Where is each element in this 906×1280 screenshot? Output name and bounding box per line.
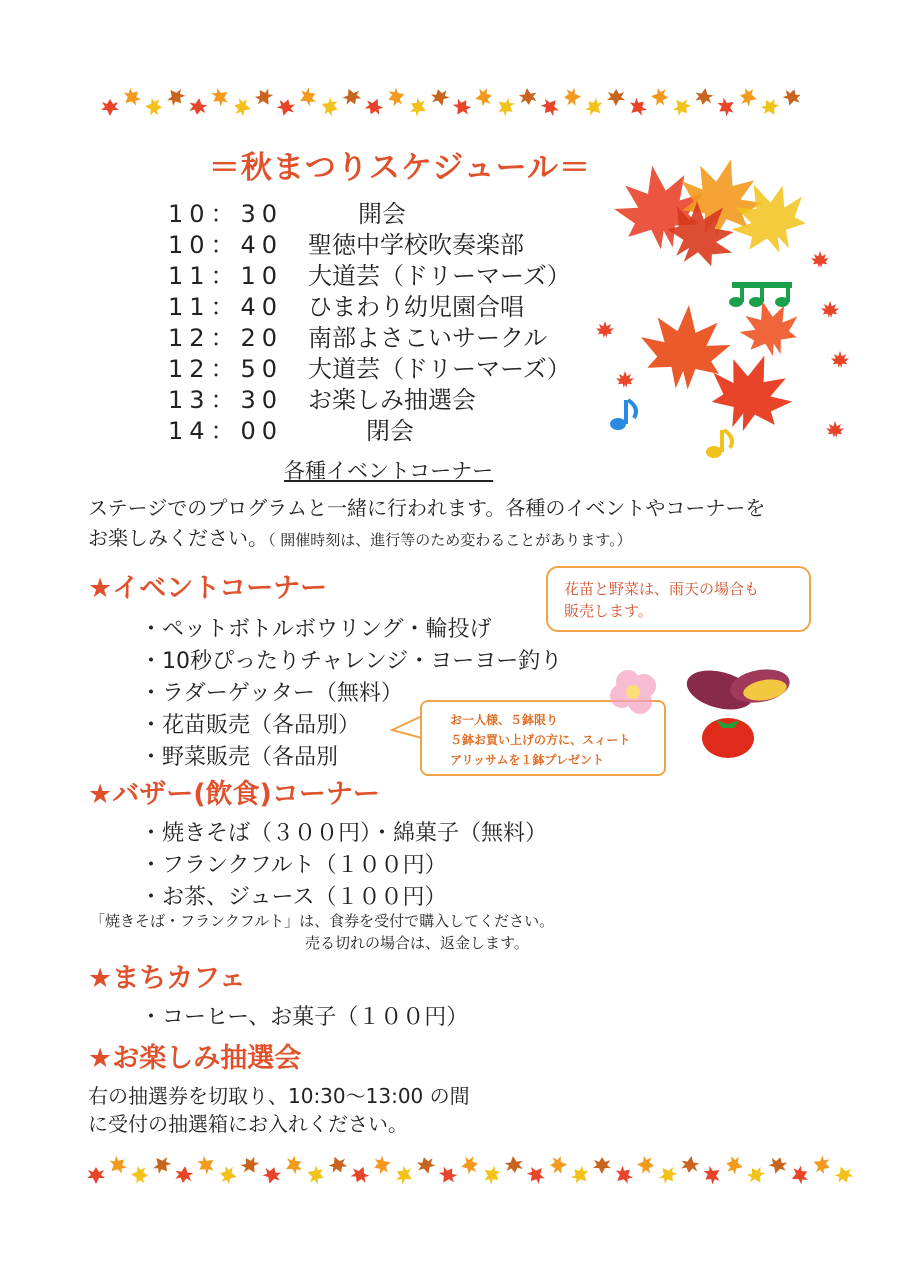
- list-item: ・ラダーゲッター（無料）: [140, 681, 403, 706]
- schedule-time: 12：20: [168, 324, 284, 352]
- leaf-icon: [318, 95, 340, 118]
- events-intro: ステージでのプログラムと一緒に行われます。各種のイベントやコーナーを: [88, 496, 766, 520]
- schedule-event: 開会: [358, 200, 406, 228]
- leaf-icon: [459, 1155, 479, 1176]
- autumn-leaf-garland-bottom: [86, 1150, 856, 1190]
- schedule-event: 聖徳中学校吹奏楽部: [308, 231, 524, 259]
- leaf-icon: [781, 87, 800, 109]
- leaf-icon: [538, 94, 563, 119]
- leaf-icon: [144, 97, 162, 116]
- leaf-icon: [282, 1153, 305, 1177]
- schedule-event: ひまわり幼児園合唱: [308, 293, 524, 321]
- rain-notice-bubble: [546, 566, 811, 632]
- autumn-leaf-garland-top: [100, 82, 800, 122]
- leaf-icon: [436, 1163, 460, 1187]
- leaf-icon: [518, 87, 538, 106]
- maple-leaf-icon: [811, 251, 829, 268]
- leaf-icon: [194, 1152, 218, 1176]
- leaf-icon: [479, 1162, 503, 1187]
- section-heading-event-corner: ★イベントコーナー: [88, 573, 328, 604]
- leaf-icon: [218, 1165, 238, 1186]
- music-note-icon: [706, 430, 732, 458]
- sweet-potato-icon: [682, 664, 792, 716]
- leaf-icon: [252, 86, 276, 110]
- leaf-icon: [407, 95, 430, 119]
- flower-icon: [610, 670, 656, 714]
- list-item: ・10秒ぴったりチャレンジ・ヨーヨー釣り: [140, 649, 563, 674]
- schedule-row: [168, 318, 547, 353]
- section-heading-cafe: ★まちカフェ: [88, 963, 246, 994]
- events-intro-text: お楽しみください。: [88, 526, 268, 550]
- leaf-icon: [415, 1155, 437, 1176]
- schedule-event: お楽しみ抽選会: [308, 386, 476, 414]
- leaf-icon: [275, 97, 297, 118]
- vegetables-illustration: [600, 660, 800, 760]
- schedule-row: [168, 225, 524, 260]
- leaf-icon: [105, 1153, 130, 1178]
- leaf-icon: [393, 1163, 416, 1187]
- bubble-text: ５鉢お買い上げの方に、スィート: [450, 733, 631, 747]
- leaf-icon: [655, 1162, 680, 1186]
- leaf-icon: [232, 97, 252, 118]
- leaf-icon: [372, 1154, 394, 1177]
- leaf-icon: [363, 95, 386, 118]
- schedule-row: [168, 287, 524, 322]
- leaf-icon: [650, 87, 669, 106]
- list-item: ・お茶、ジュース（１００円）: [140, 885, 447, 910]
- leaf-icon: [593, 1157, 611, 1174]
- bubble-text: アリッサムを１鉢プレゼント: [450, 753, 604, 767]
- lottery-instructions: 右の抽選券を切取り、10:30～13:00 の間: [88, 1084, 470, 1108]
- leaf-icon: [714, 95, 738, 119]
- bubble-text: 花苗と野菜は、雨天の場合も: [564, 580, 760, 598]
- leaf-icon: [296, 85, 319, 109]
- list-item: ・コーヒー、お菓子（１００円）: [140, 1005, 469, 1030]
- leaf-icon: [810, 1153, 832, 1176]
- schedule-row: [168, 194, 406, 229]
- leaf-icon: [524, 1162, 549, 1187]
- maple-leaf-icon: [821, 301, 839, 318]
- leaf-icon: [349, 1163, 372, 1186]
- events-heading: 各種イベントコーナー: [284, 459, 494, 483]
- leaf-icon: [680, 1155, 700, 1175]
- tomato-icon: [702, 718, 754, 758]
- leaf-icon: [550, 1156, 568, 1175]
- leaf-icon: [473, 87, 493, 108]
- events-intro-note: （ 開催時刻は、進行等のため変わることがあります。）: [268, 531, 632, 549]
- leaf-icon: [607, 89, 625, 106]
- leaf-icon: [744, 1164, 768, 1188]
- leaf-icon: [101, 99, 119, 116]
- leaf-icon: [326, 1153, 349, 1176]
- schedule-time: 10：30: [168, 200, 284, 228]
- leaf-icon: [582, 95, 607, 120]
- schedule-time: 13：30: [168, 386, 284, 414]
- leaf-icon: [493, 94, 517, 119]
- leaf-icon: [636, 1155, 655, 1174]
- schedule-row: [168, 349, 571, 384]
- schedule-time: 14：00: [168, 417, 284, 445]
- leaf-icon: [504, 1155, 524, 1174]
- leaf-icon: [758, 96, 782, 120]
- leaf-icon: [767, 1155, 789, 1177]
- leaf-icon: [724, 1154, 745, 1175]
- music-note-icon: [610, 400, 636, 430]
- maple-leaf-icon: [616, 371, 634, 388]
- list-item: ・野菜販売（各品別: [140, 745, 339, 770]
- maple-leaf-icon: [831, 351, 849, 368]
- schedule-row: [168, 380, 476, 415]
- leaf-icon: [149, 1152, 174, 1177]
- leaf-icon: [238, 1154, 262, 1178]
- schedule-time: 10：40: [168, 231, 284, 259]
- leaf-icon: [340, 85, 363, 108]
- leaf-icon: [386, 86, 408, 109]
- bazaar-note: 売る切れの場合は、返金します。: [305, 934, 529, 952]
- lottery-instructions: に受付の抽選箱にお入れください。: [88, 1112, 408, 1136]
- leaf-icon: [130, 1165, 148, 1184]
- leaf-icon: [564, 88, 582, 107]
- leaf-icon: [208, 84, 232, 108]
- leaf-icon: [611, 1163, 636, 1188]
- bubble-pointer: [390, 712, 424, 742]
- music-note-icon: [729, 282, 792, 307]
- leaf-icon: [304, 1163, 326, 1186]
- leaf-icon: [119, 85, 144, 110]
- bazaar-note: 「焼きそば・フランクフルト」は、食券を受付で購入してください。: [90, 912, 555, 930]
- leaf-icon: [568, 1163, 593, 1188]
- schedule-time: 11：40: [168, 293, 284, 321]
- leaf-icon: [163, 84, 188, 109]
- schedule-row: [168, 256, 571, 291]
- list-item: ・フランクフルト（１００円）: [140, 853, 447, 878]
- list-item: ・花苗販売（各品別）: [140, 713, 361, 738]
- leaf-icon: [669, 94, 694, 118]
- leaf-icon: [700, 1163, 724, 1187]
- schedule-event: 南部よさこいサークル: [308, 324, 548, 352]
- schedule-time: 12：50: [168, 355, 284, 383]
- section-heading-bazaar: ★バザー(飲食)コーナー: [88, 779, 380, 810]
- page-title: ＝秋まつりスケジュール＝: [208, 150, 592, 186]
- list-item: ・ペットボトルボウリング・輪投げ: [140, 617, 492, 642]
- schedule-event: 閉会: [366, 417, 414, 445]
- leaf-icon: [450, 95, 474, 119]
- events-intro: [88, 522, 632, 551]
- leaf-icon: [174, 1165, 194, 1184]
- maple-leaf-icon: [826, 421, 844, 438]
- schedule-time: 11：10: [168, 262, 284, 290]
- bubble-text: お一人様、５鉢限り: [450, 713, 559, 727]
- leaf-icon: [625, 95, 650, 120]
- schedule-event: 大道芸（ドリーマーズ）: [308, 262, 571, 290]
- leaf-icon: [694, 87, 714, 107]
- section-heading-lottery: ★お楽しみ抽選会: [88, 1043, 302, 1074]
- leaf-icon: [429, 87, 451, 108]
- schedule-event: 大道芸（ドリーマーズ）: [308, 355, 571, 383]
- leaf-icon: [188, 97, 208, 116]
- maple-leaves-illustration: [590, 160, 865, 460]
- leaf-icon: [738, 86, 759, 107]
- leaf-icon: [832, 1163, 855, 1186]
- list-item: ・焼きそば（３００円）・綿菓子（無料）: [140, 821, 548, 846]
- maple-leaf-icon: [596, 321, 614, 338]
- leaf-icon: [788, 1163, 811, 1187]
- leaf-icon: [87, 1167, 105, 1184]
- schedule-row: [168, 411, 414, 446]
- bubble-text: 販売します。: [564, 602, 653, 620]
- maple-leaf-icon: [733, 293, 805, 363]
- leaf-icon: [261, 1165, 283, 1186]
